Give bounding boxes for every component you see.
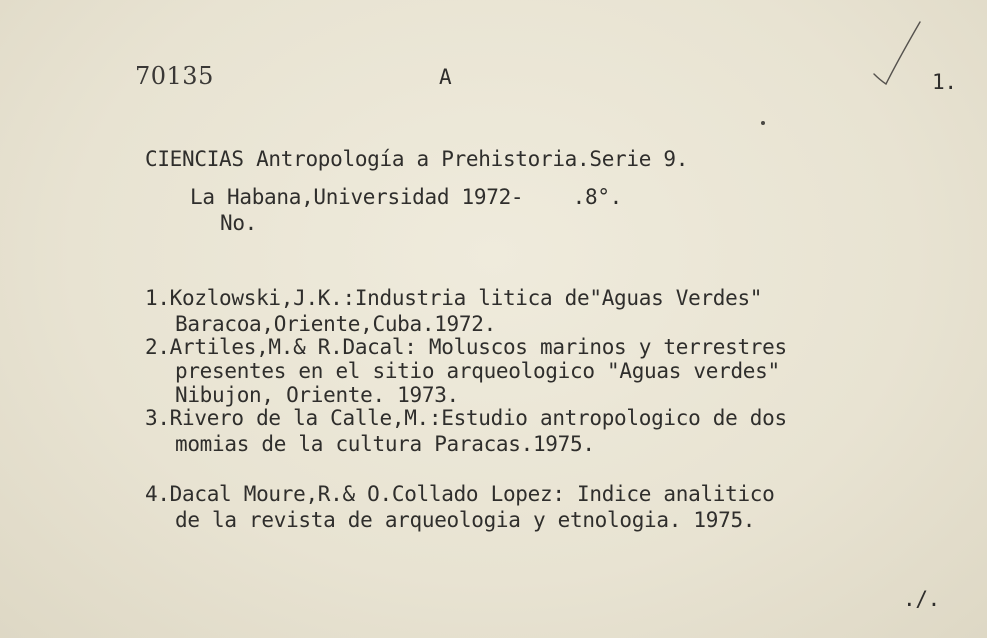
entry-1-line-2: Baracoa,Oriente,Cuba.1972.: [175, 312, 496, 336]
entry-4-line-1: 4.Dacal Moure,R.& O.Collado Lopez: Indice analitico: [145, 482, 775, 506]
card-letter: A: [439, 65, 452, 89]
entry-3-line-1: 3.Rivero de la Calle,M.:Estudio antropologico de dos: [145, 406, 787, 430]
card-page-number: 1.: [932, 70, 957, 94]
publisher-line: La Habana,Universidad 1972- .8°.: [190, 185, 623, 209]
ink-dot: [761, 121, 765, 125]
entry-2-line-1: 2.Artiles,M.& R.Dacal: Moluscos marinos y terrestres: [145, 335, 787, 359]
entry-2-line-2: presentes en el sitio arqueologico "Aguas verdes": [175, 359, 780, 383]
entry-2-line-3: Nibujon, Oriente. 1973.: [175, 383, 459, 407]
entry-1-line-1: 1.Kozlowski,J.K.:Industria litica de"Aguas Verdes": [145, 286, 763, 310]
card-number: 70135: [135, 62, 214, 90]
checkmark-icon: [868, 18, 928, 88]
continuation-mark: ./.: [903, 587, 941, 611]
issue-number-line: No.: [220, 211, 258, 235]
entry-3-line-2: momias de la cultura Paracas.1975.: [175, 432, 595, 456]
heading-line: CIENCIAS Antropología a Prehistoria.Serie 9.: [145, 147, 689, 171]
entry-4-line-2: de la revista de arqueologia y etnologia. 1975.: [175, 508, 756, 532]
